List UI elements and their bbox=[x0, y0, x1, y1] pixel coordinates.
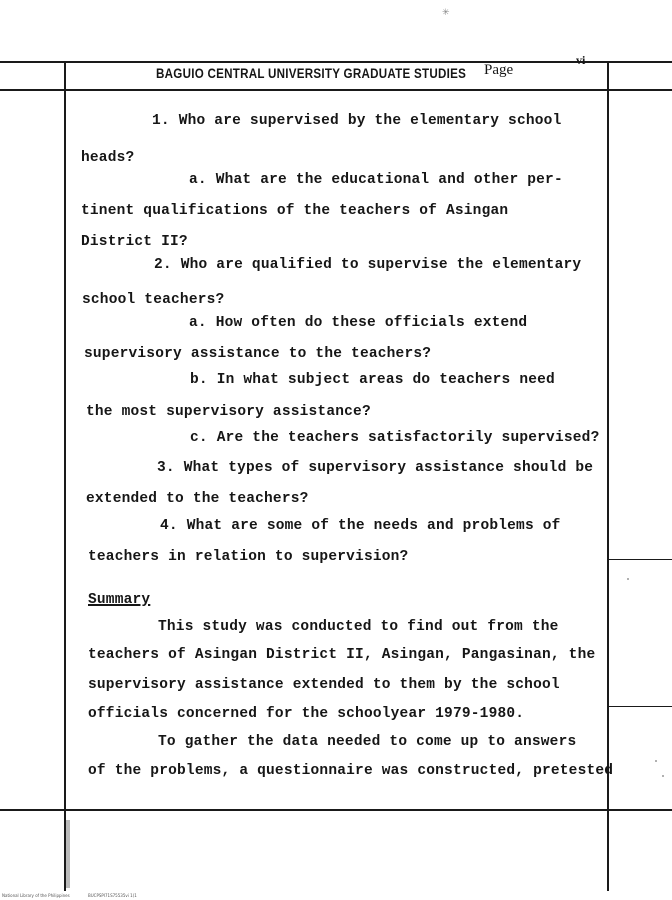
scan-speck-mark: ✳ bbox=[442, 8, 450, 18]
body-line: 4. What are some of the needs and problems of bbox=[160, 518, 561, 534]
footer-source: National Library of the Philippines bbox=[2, 893, 70, 898]
right-side-tick-lower bbox=[609, 706, 672, 707]
scan-speck bbox=[655, 760, 657, 762]
body-line: 2. Who are qualified to supervise the elementary bbox=[154, 257, 582, 273]
summary-line: teachers of Asingan District II, Asingan, Pangasinan, the bbox=[88, 647, 596, 663]
right-side-tick-upper bbox=[609, 559, 672, 560]
scan-speck bbox=[627, 578, 629, 580]
footer-rule bbox=[0, 809, 672, 811]
summary-line: This study was conducted to find out from the bbox=[158, 619, 559, 635]
summary-heading: Summary bbox=[88, 592, 151, 608]
scan-edge-mark bbox=[66, 820, 70, 888]
page-label: Page bbox=[484, 62, 514, 78]
header-bottom-rule bbox=[0, 89, 672, 91]
summary-line: of the problems, a questionnaire was constructed, pretested bbox=[88, 763, 614, 779]
summary-line: supervisory assistance extended to them by the school bbox=[88, 677, 560, 693]
header-top-rule bbox=[0, 61, 672, 63]
page-number: vi bbox=[576, 53, 586, 67]
body-line: school teachers? bbox=[82, 292, 225, 308]
body-line: District II? bbox=[81, 234, 188, 250]
body-line: tinent qualifications of the teachers of Asingan bbox=[81, 203, 509, 219]
body-line: extended to the teachers? bbox=[86, 491, 309, 507]
body-line: heads? bbox=[81, 150, 135, 166]
body-line: teachers in relation to supervision? bbox=[88, 549, 409, 565]
scan-speck bbox=[662, 775, 664, 777]
summary-line: officials concerned for the schoolyear 1979-1980. bbox=[88, 706, 525, 722]
left-margin-rule bbox=[64, 61, 66, 891]
footer-code: BUCPSPI71S75535vi 1(1 bbox=[88, 893, 137, 898]
body-line: 3. What types of supervisory assistance should be bbox=[157, 460, 594, 476]
body-line: b. In what subject areas do teachers need bbox=[190, 372, 555, 388]
body-line: a. What are the educational and other per- bbox=[189, 172, 563, 188]
university-header-title: BAGUIO CENTRAL UNIVERSITY GRADUATE STUDIES bbox=[156, 66, 467, 81]
body-line: a. How often do these officials extend bbox=[189, 315, 528, 331]
body-line: 1. Who are supervised by the elementary school bbox=[152, 113, 562, 129]
summary-line: To gather the data needed to come up to answers bbox=[158, 734, 577, 750]
body-line: the most supervisory assistance? bbox=[86, 404, 371, 420]
body-line: c. Are the teachers satisfactorily supervised? bbox=[190, 430, 600, 446]
body-line: supervisory assistance to the teachers? bbox=[84, 346, 432, 362]
